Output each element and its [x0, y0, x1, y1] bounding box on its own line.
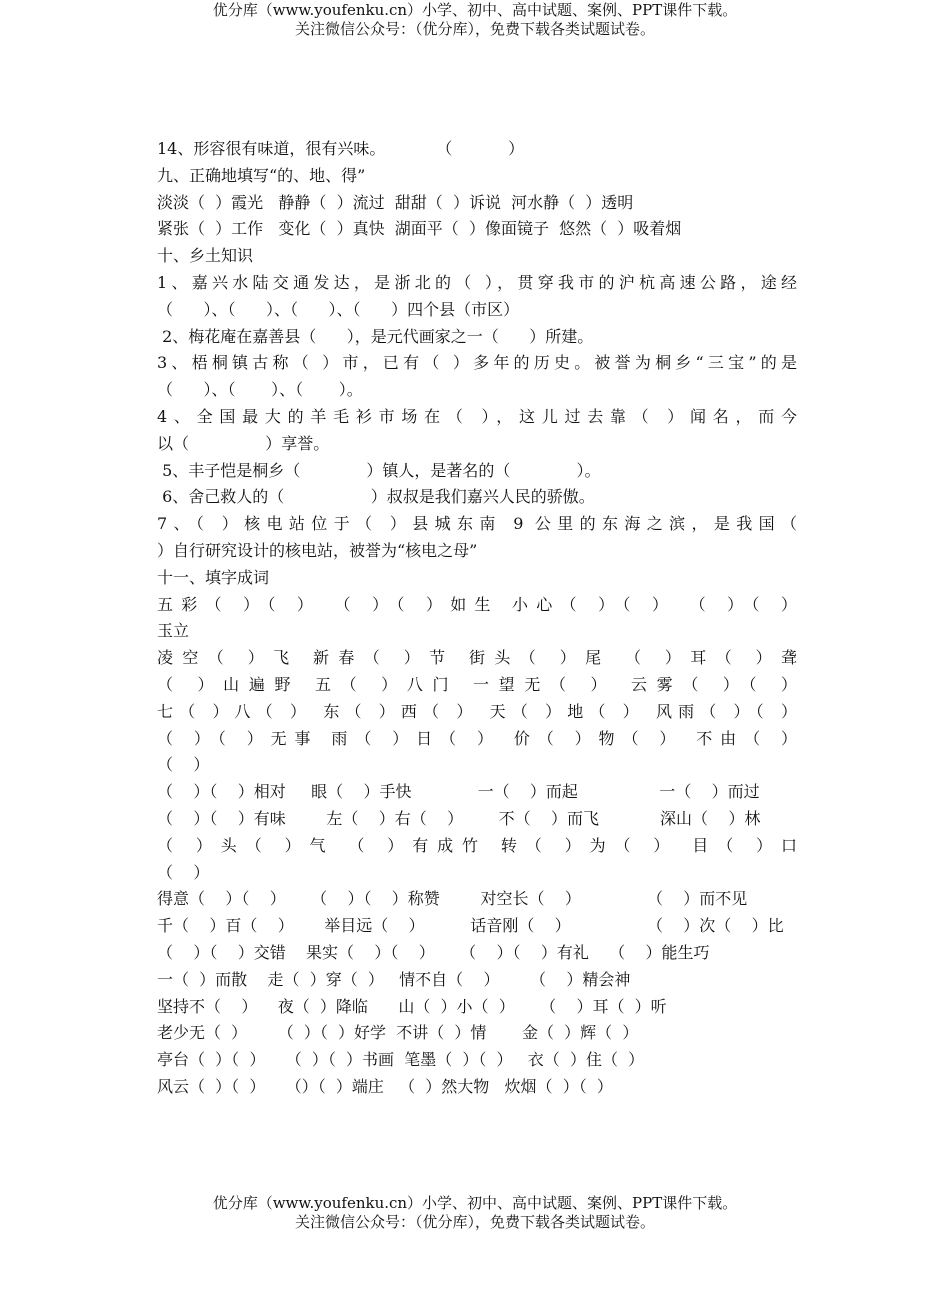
section-heading: 十一、填字成词 [157, 567, 270, 587]
text-line: （ ）（ ）有味 左（ ）右（ ） 不（ ）而飞 深山（ ）林 [157, 808, 761, 828]
text-line: 凌空（ ）飞 新春（ ）节 街头（ ）尾 （ ）耳（ ）聋 [157, 648, 797, 668]
text-line: 老少无（ ） （ ）（ ）好学 不讲（ ）情 金（ ）辉（ ） [157, 1023, 639, 1043]
section-heading: 十、乡土知识 [157, 246, 254, 266]
text-line: 2、梅花庵在嘉善县（ ），是元代画家之一（ ）所建。 [157, 326, 594, 346]
text-line: 七（ ）八（ ） 东（ ）西（ ） 天（ ）地（ ） 风雨（ ）（ ） [157, 701, 797, 721]
text-line: 以（ ）享誉。 [157, 433, 330, 453]
section-heading: 九、正确地填写“的、地、得” [157, 165, 366, 185]
text-line: 14、形容很有味道，很有兴味。 （ ） [157, 139, 525, 158]
page-header [0, 1, 950, 39]
text-line: 紧张（ ）工作 变化（ ）真快 湖面平（ ）像面镜子 悠然（ ）吸着烟 [157, 219, 682, 239]
footer-line-2: 关注微信公众号：（优分库），免费下载各类试题试卷。 [294, 1213, 655, 1231]
text-line: 6、舍己救人的（ ）叔叔是我们嘉兴人民的骄傲。 [157, 487, 595, 507]
text-line: 淡淡（ ）霞光 静静（ ）流过 甜甜（ ）诉说 河水静（ ）透明 [157, 192, 634, 212]
text-line: 风云（ ）（ ） （）（ ）端庄 （ ）然大物 炊烟（ ）（ ） [157, 1076, 613, 1096]
text-line: 千（ ）百（ ） 举目远（ ） 话音刚（ ） （ ）次（ ）比 [157, 916, 784, 936]
text-line: 4、全国最大的羊毛衫市场在（ ），这儿过去靠（ ）闻名，而今 [157, 406, 797, 426]
document-body [157, 136, 797, 1101]
text-line: （ ）头（ ）气 （ ）有成竹 转（ ）为（ ） 目（ ）口 [157, 835, 797, 855]
text-line: 7、（ ）核电站位于（ ）县城东南 9 公里的东海之滨，是我国（ [157, 514, 797, 534]
text-line: 3、梧桐镇古称（ ）市，已有（ ）多年的历史。被誉为桐乡“三宝”的是 [157, 353, 797, 373]
text-line: 1、嘉兴水陆交通发达，是浙北的（ ），贯穿我市的沪杭高速公路，途经 [157, 272, 797, 292]
page-footer [0, 1194, 950, 1232]
text-line: ）自行研究设计的核电站，被誉为“核电之母” [157, 540, 478, 560]
header-line-1: 优分库（www.youfenku.cn）小学、初中、高中试题、案例、PPT课件下载。 [212, 1, 738, 19]
text-line: 一（ ）而散 走（ ）穿（ ） 情不自（ ） （ ）精会神 [157, 969, 631, 989]
footer-line-1: 优分库（www.youfenku.cn）小学、初中、高中试题、案例、PPT课件下载。 [212, 1194, 738, 1212]
text-line: （ ）（ ）交错 果实（ ）（ ） （ ）（ ）有礼 （ ）能生巧 [157, 942, 710, 962]
text-line: （ ）（ ）相对 眼（ ）手快 一（ ）而起 一（ ）而过 [157, 782, 760, 802]
text-line: 5、丰子恺是桐乡（ ）镇人，是著名的（ ）。 [157, 460, 601, 480]
text-line: 玉立 [157, 621, 190, 641]
text-line: 得意（ ）（ ） （ ）（ ）称赞 对空长（ ） （ ）而不见 [157, 889, 748, 909]
text-line: 亭台（ ）（ ） （ ）（ ）书画 笔墨（ ）（ ） 衣（ ）住（ ） [157, 1050, 645, 1070]
text-line: （ ） [157, 755, 210, 775]
text-line: （ ）、（ ）、（ ）、（ ）四个县（市区） [157, 299, 520, 319]
text-line: （ ）山遍野 五（ ）八门 一望无（ ） 云雾（ ）（ ） [157, 674, 797, 694]
text-line: （ ）（ ）无事 雨（ ）日（ ） 价（ ）物（ ） 不由（ ） [157, 728, 797, 748]
text-line: （ ） [157, 862, 210, 882]
text-line: （ ）、（ ）、（ ）。 [157, 380, 363, 400]
text-line: 坚持不（ ） 夜（ ）降临 山（ ）小（ ） （ ）耳（ ）听 [157, 996, 667, 1016]
text-line: 五彩（ ）（ ） （ ）（ ）如生 小心（ ）（ ） （ ）（ ） [157, 594, 797, 614]
header-line-2: 关注微信公众号：（优分库），免费下载各类试题试卷。 [294, 20, 655, 38]
